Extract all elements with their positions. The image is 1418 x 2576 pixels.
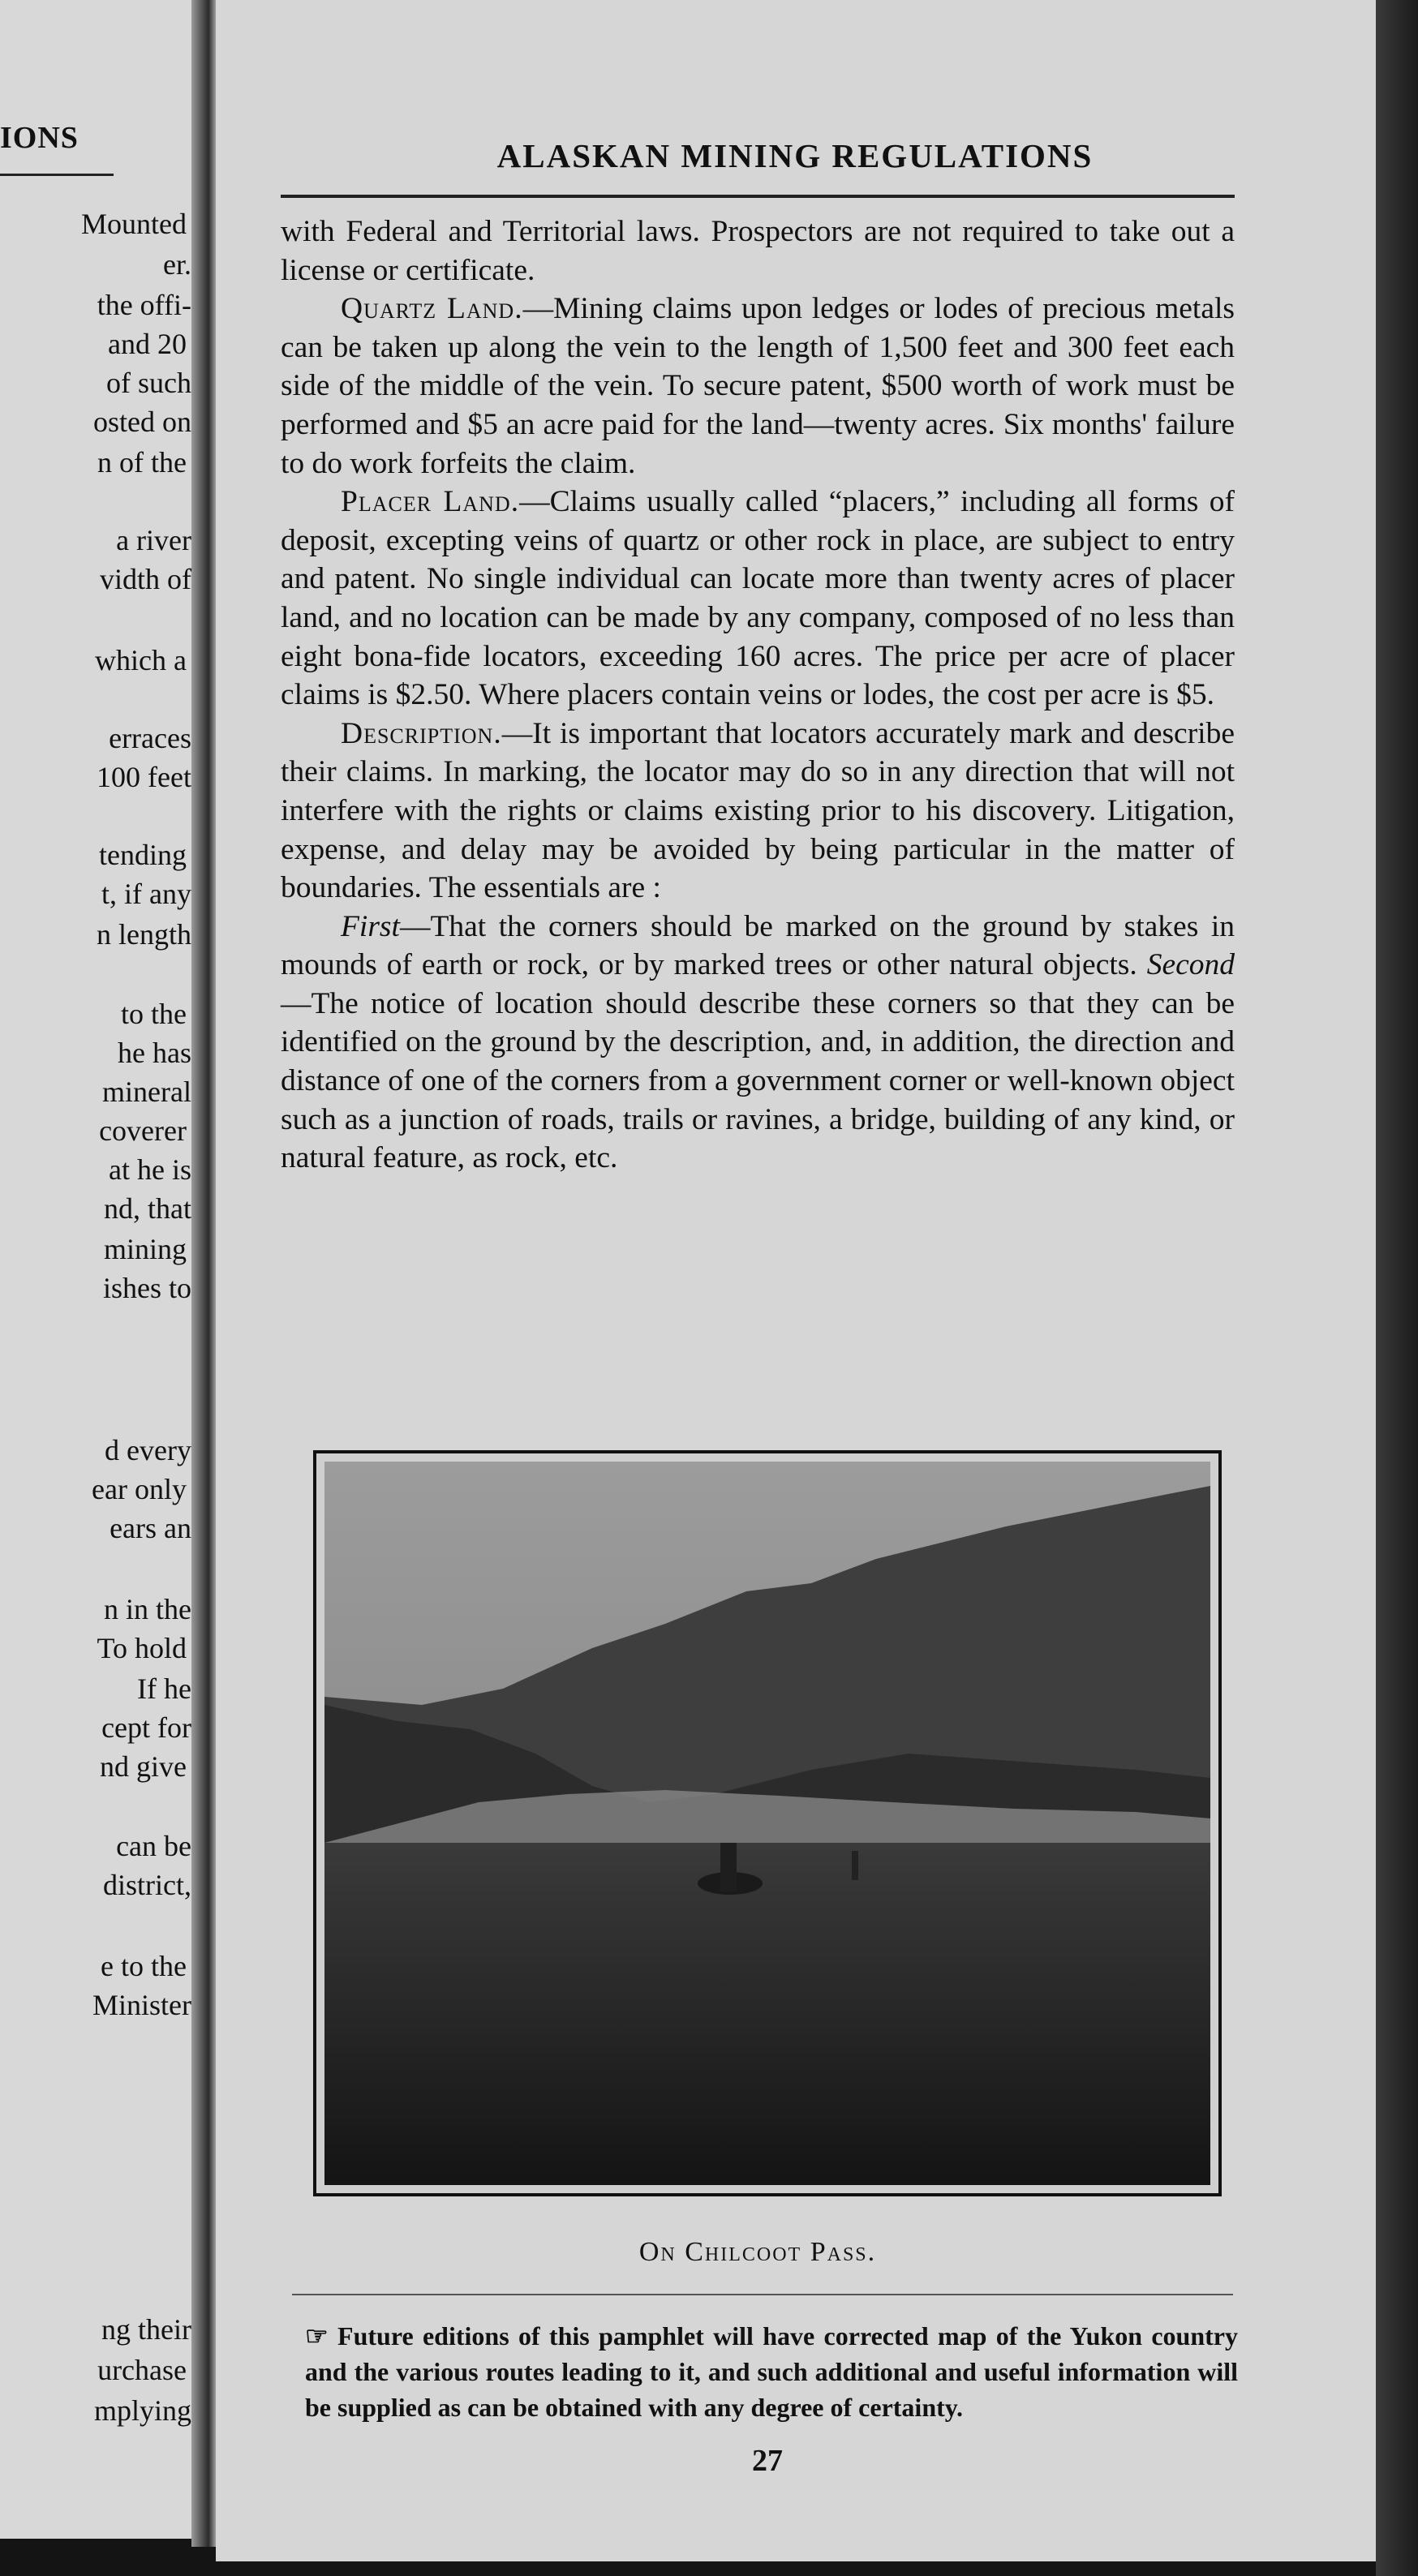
facing-page-line: can be — [116, 1830, 191, 1862]
facing-page-text — [0, 0, 191, 2539]
photograph-frame — [313, 1450, 1222, 2196]
paragraph-quartz-land: Quartz Land.—Mining claims upon ledges or lodes of precious metals can be taken up along the vein to the length of 1,500 feet and 300 feet each side of the middle of the vein. To secure patent, $500 worth of work must be performed and $5 an acre paid for the land—twenty acres. Six months' failure to do work forfeits the claim. — [281, 292, 1235, 480]
facing-page-line: tending — [99, 839, 187, 871]
italic-term: Second — [1146, 948, 1235, 982]
facing-page-line: a river — [116, 524, 191, 556]
facing-page-line: e to the — [101, 1950, 187, 1982]
facing-page-line: 100 feet — [97, 761, 191, 793]
facing-page-line: ng their — [101, 2313, 191, 2346]
facing-page-line: nd, that — [104, 1192, 191, 1225]
facing-page-line: nd give — [100, 1750, 187, 1783]
facing-page-line: Minister — [92, 1989, 191, 2021]
facing-page-line: of such — [106, 367, 191, 399]
facing-page-line: mplying — [93, 2394, 191, 2427]
section-heading: Placer Land. — [341, 485, 520, 519]
facing-page-header: IONS — [0, 121, 79, 155]
paragraph-description: Description.—It is important that locators accurately mark and describe their claims. In marking, the locator may do so in any direction that will not interfere with the rights or claims existing prior to his discovery. Litigation, expense, and delay may be avoided by being particular in the matter of boundaries. The essentials are : — [281, 716, 1235, 905]
footnote-text: Future editions of this pamphlet will have corrected map of the Yukon country and the various routes leading to it, and such additional and useful information will be supplied as can be obtained with any degree of certainty. — [305, 2321, 1239, 2422]
facing-page-line: n in the — [104, 1593, 191, 1625]
mountain-pass-photograph — [324, 1462, 1210, 2185]
photo-caption: On Chilcoot Pass. — [638, 2237, 877, 2267]
paragraph-placer-land: Placer Land.—Claims usually called “placers,” including all forms of deposit, excepting veins of quartz or other rock in place, are subject to entry and patent. No single individual can locate more than twenty acres of placer land, and no location can be made by any company, composed of no less than eight bona-fide locators, exceeding 160 acres. The price per acre of placer claims is $2.50. Where placers contain veins or lodes, the cost per acre is $5. — [281, 485, 1235, 712]
caption-rule — [292, 2294, 1233, 2295]
body-text — [281, 213, 1235, 1178]
paragraph-essentials: First—That the corners should be marked on the ground by stakes in mounds of earth or rock, or by marked trees or other natural objects. Second—The notice of location should describe these corners so that they can be identified on the ground by the description, and, in addition, the direction and distance of one of the corners from a government corner or well-known object such as a junction of roads, trails or ravines, a bridge, building of any kind, or natural feature, as rock, etc. — [281, 909, 1235, 1175]
page-number: 27 — [752, 2444, 783, 2478]
facing-page-line: at he is — [109, 1153, 191, 1186]
facing-page-line: To hold — [97, 1632, 187, 1664]
facing-page-line: n length — [97, 918, 191, 951]
header-rule — [281, 195, 1235, 198]
facing-page-line: and 20 — [108, 328, 187, 360]
running-header: ALASKAN MINING REGULATIONS — [496, 137, 1094, 174]
facing-page-line: which a — [95, 644, 187, 676]
book-gutter — [191, 0, 216, 2547]
facing-page-line: ear only — [92, 1473, 187, 1505]
facing-page-line: If he — [137, 1672, 191, 1705]
facing-page-line: d every — [105, 1434, 191, 1466]
facing-page-line: erraces — [109, 722, 191, 754]
facing-page-line: er. — [163, 248, 191, 281]
section-heading: Quartz Land. — [341, 292, 523, 326]
facing-page-line: to the — [121, 998, 187, 1030]
facing-page-line: ishes to — [102, 1272, 191, 1304]
facing-page-line: mineral — [102, 1075, 191, 1108]
pointing-hand-icon: ☞ — [305, 2321, 329, 2351]
facing-page-line: cept for — [101, 1711, 191, 1744]
italic-term: First — [341, 909, 400, 943]
facing-page-line: the offi- — [97, 289, 191, 321]
scan-border — [1376, 0, 1418, 2576]
facing-page-line: urchase — [97, 2354, 187, 2386]
facing-page-line: t, if any — [101, 878, 191, 910]
facing-page-line: n of the — [97, 446, 187, 479]
facing-page-line: district, — [103, 1869, 191, 1901]
footnote — [305, 2318, 1238, 2425]
facing-page-line: mining — [103, 1233, 187, 1265]
facing-page-line: Mounted — [81, 208, 187, 240]
section-heading: Description. — [341, 716, 502, 750]
facing-page-line: osted on — [93, 406, 191, 438]
facing-page-line: ears an — [110, 1512, 191, 1544]
facing-page-line: vidth of — [100, 563, 191, 595]
facing-page-line: coverer — [99, 1114, 187, 1147]
paragraph-continuation: with Federal and Territorial laws. Prospectors are not required to take out a license or certificate. — [281, 215, 1235, 287]
facing-page-fragment — [0, 0, 191, 2539]
facing-page-line: he has — [118, 1037, 191, 1069]
page — [216, 0, 1376, 2561]
